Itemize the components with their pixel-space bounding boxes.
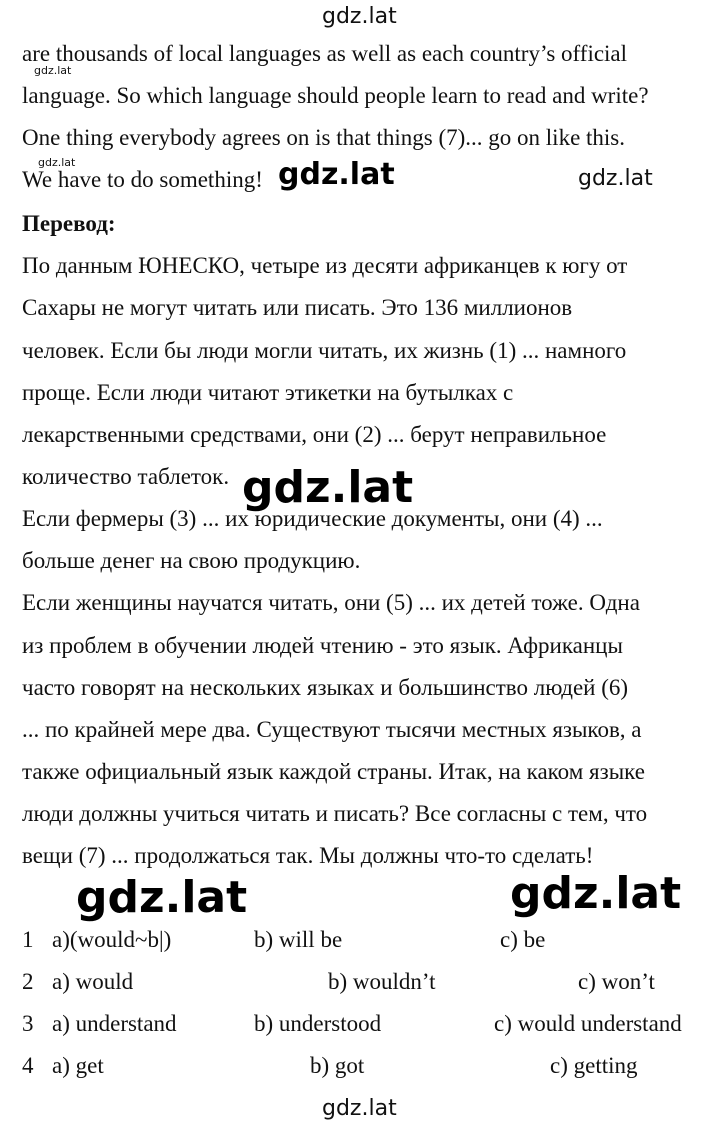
text-line-1: are thousands of local languages as well as each country’s official [22,41,628,66]
option-a: a) would [52,969,134,994]
text-line-3: One thing everybody agrees on is that things (7)... go on like this. [22,125,626,150]
option-c: c) would understand [494,1011,682,1036]
watermark-bold-4: gdz.lat [510,868,682,919]
watermark-bold-1: gdz.lat [278,157,395,192]
translation-line-2: Сахары не могут читать или писать. Это 136 миллионов [22,295,573,320]
watermark-small-2: gdz.lat [38,156,76,169]
watermark-small-1: gdz.lat [34,64,72,77]
translation-line-9: Если женщины научатся читать, они (5) ... их детей тоже. Одна [22,590,640,615]
option-a: a)(would~b|) [52,927,172,952]
text-line-2: language. So which language should people learn to read and write? [22,83,649,108]
option-b: b) will be [254,927,343,952]
option-number: 4 [22,1053,34,1078]
option-number: 1 [22,927,34,952]
option-a: a) get [52,1053,104,1078]
translation-line-12: ... по крайней мере два. Существуют тысячи местных языков, а [22,717,642,742]
translation-line-8: больше денег на свою продукцию. [22,548,361,573]
text-line-4: We have to do something! [22,167,263,192]
option-c: c) be [500,927,546,952]
watermark-top: gdz.lat [322,4,397,29]
option-b: b) got [310,1053,365,1078]
translation-line-1: По данным ЮНЕСКО, четыре из десяти африканцев к югу от [22,253,628,278]
translation-line-11: часто говорят на нескольких языках и большинство людей (6) [22,675,629,700]
translation-heading: Перевод: [22,211,116,236]
translation-line-6: количество таблеток. [22,464,230,489]
translation-line-7: Если фермеры (3) ... их юридические документы, они (4) ... [22,506,603,531]
option-c: c) won’t [578,969,655,994]
option-c: c) getting [550,1053,638,1078]
watermark-right-line4: gdz.lat [578,166,653,191]
option-a: a) understand [52,1011,177,1036]
translation-line-10: из проблем в обучении людей чтению - это язык. Африканцы [22,633,623,658]
watermark-bold-2: gdz.lat [242,462,414,513]
translation-line-14: люди должны учиться читать и писать? Все согласны с тем, что [22,801,648,826]
option-number: 3 [22,1011,34,1036]
translation-line-4: проще. Если люди читают этикетки на бутылках с [22,380,514,405]
option-b: b) wouldn’t [328,969,436,994]
translation-line-3: человек. Если бы люди могли читать, их жизнь (1) ... намного [22,338,627,363]
option-number: 2 [22,969,34,994]
option-b: b) understood [254,1011,382,1036]
translation-line-15: вещи (7) ... продолжаться так. Мы должны что-то сделать! [22,843,594,868]
translation-line-13: также официальный язык каждой страны. Итак, на каком языке [22,759,645,784]
translation-line-5: лекарственными средствами, они (2) ... берут неправильное [22,422,607,447]
watermark-bottom: gdz.lat [322,1096,397,1121]
watermark-bold-3: gdz.lat [76,872,248,923]
